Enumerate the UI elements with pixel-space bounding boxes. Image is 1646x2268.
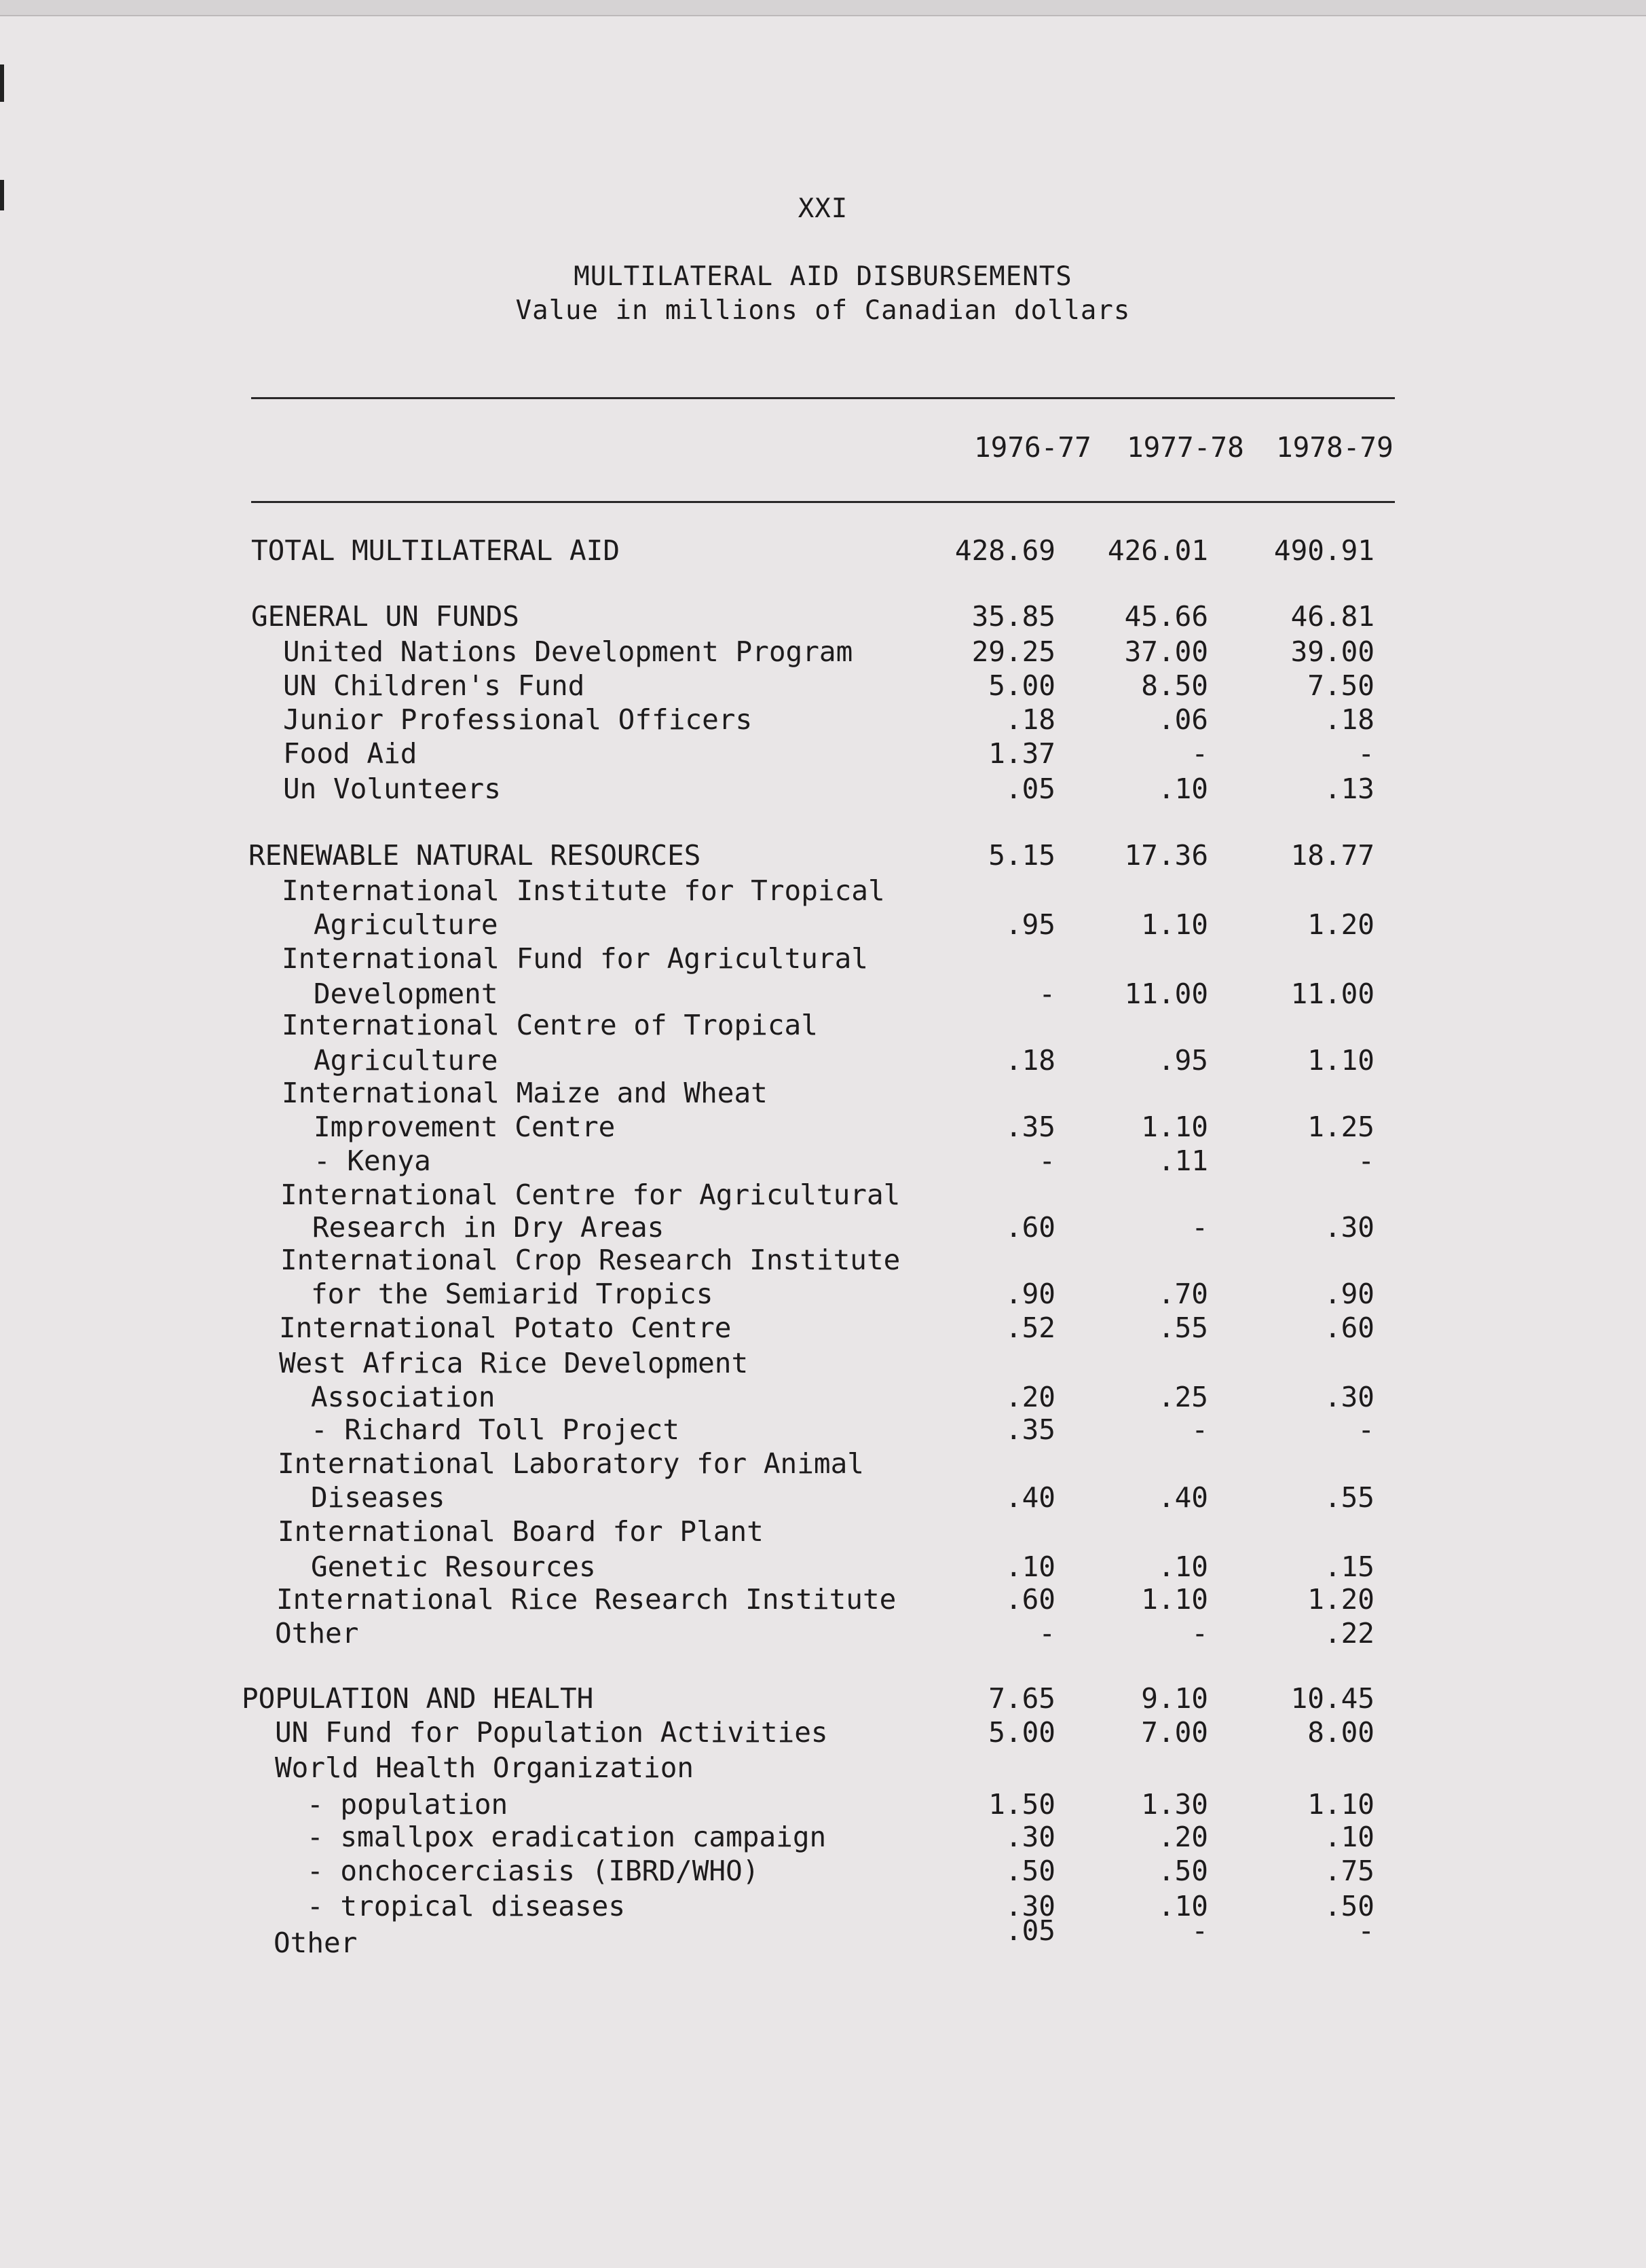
table-row bbox=[0, 1412, 1646, 1447]
table-row bbox=[0, 1177, 1646, 1212]
value-1977-78: 17.36 bbox=[1124, 839, 1208, 872]
value-1976-77: - bbox=[1039, 1617, 1055, 1650]
row-label: International Centre for Agricultural bbox=[280, 1178, 901, 1211]
row-label: Association bbox=[311, 1381, 495, 1413]
table-row bbox=[0, 873, 1646, 908]
table-row bbox=[0, 771, 1646, 806]
value-1977-78: - bbox=[1191, 1413, 1208, 1446]
table-row bbox=[0, 1715, 1646, 1750]
row-label: International Institute for Tropical bbox=[282, 874, 885, 907]
table-row bbox=[0, 1242, 1646, 1278]
row-label: Food Aid bbox=[283, 737, 417, 770]
value-1977-78: .11 bbox=[1157, 1145, 1208, 1177]
row-label: International Maize and Wheat bbox=[282, 1077, 768, 1109]
value-1977-78: .10 bbox=[1157, 773, 1208, 805]
header-rule-bottom bbox=[251, 501, 1395, 503]
value-1976-77: .60 bbox=[1005, 1211, 1055, 1244]
row-label: International Fund for Agricultural bbox=[282, 942, 868, 975]
row-label: TOTAL MULTILATERAL AID bbox=[251, 534, 620, 567]
row-label: Diseases bbox=[311, 1481, 445, 1514]
value-1976-77: .18 bbox=[1005, 1044, 1055, 1077]
table-title: MULTILATERAL AID DISBURSEMENTS bbox=[574, 261, 1072, 292]
value-1978-79: 46.81 bbox=[1290, 600, 1374, 633]
value-1977-78: - bbox=[1191, 737, 1208, 770]
table-row bbox=[0, 1750, 1646, 1785]
row-label: - population bbox=[307, 1788, 508, 1821]
value-1978-79: 10.45 bbox=[1290, 1682, 1374, 1715]
value-1978-79: 39.00 bbox=[1290, 635, 1374, 668]
value-1978-79: .60 bbox=[1324, 1312, 1374, 1344]
value-1976-77: .18 bbox=[1005, 703, 1055, 736]
table-subtitle: Value in millions of Canadian dollars bbox=[515, 295, 1131, 326]
value-1977-78: 1.10 bbox=[1141, 1583, 1208, 1616]
value-1978-79: .13 bbox=[1324, 773, 1374, 805]
row-label: International Rice Research Institute bbox=[276, 1583, 897, 1616]
value-1978-79: .50 bbox=[1324, 1890, 1374, 1922]
value-1976-77: 5.00 bbox=[988, 669, 1055, 702]
row-label: World Health Organization bbox=[275, 1751, 694, 1784]
row-label: Junior Professional Officers bbox=[283, 703, 753, 736]
row-label: - onchocerciasis (IBRD/WHO) bbox=[307, 1855, 760, 1887]
row-label: Improvement Centre bbox=[314, 1111, 616, 1143]
value-1978-79: 1.10 bbox=[1307, 1788, 1374, 1821]
page-number: XXI bbox=[798, 193, 848, 224]
value-1977-78: 8.50 bbox=[1141, 669, 1208, 702]
row-label: United Nations Development Program bbox=[283, 635, 853, 668]
value-1977-78: .70 bbox=[1157, 1278, 1208, 1310]
value-1976-77: 428.69 bbox=[954, 534, 1055, 567]
value-1978-79: 1.20 bbox=[1307, 1583, 1374, 1616]
value-1978-79: 1.10 bbox=[1307, 1044, 1374, 1077]
row-label: Other bbox=[274, 1927, 358, 1959]
table-row bbox=[0, 1143, 1646, 1178]
header-rule-top bbox=[251, 397, 1395, 399]
value-1977-78: 426.01 bbox=[1107, 534, 1208, 567]
table-row bbox=[0, 1889, 1646, 1924]
value-1977-78: .40 bbox=[1157, 1481, 1208, 1514]
table-row bbox=[0, 1210, 1646, 1245]
table-row bbox=[0, 1853, 1646, 1889]
table-row bbox=[0, 702, 1646, 737]
column-header: 1977-78 bbox=[1127, 431, 1244, 464]
table-row bbox=[0, 668, 1646, 703]
row-label: UN Children's Fund bbox=[283, 669, 585, 702]
value-1977-78: 11.00 bbox=[1124, 978, 1208, 1010]
table-row bbox=[0, 1379, 1646, 1415]
section-heading: GENERAL UN FUNDS bbox=[251, 600, 519, 633]
table-row bbox=[0, 976, 1646, 1011]
table-row bbox=[0, 1549, 1646, 1584]
table-row bbox=[0, 1310, 1646, 1345]
row-label: Other bbox=[275, 1617, 359, 1650]
value-1978-79: - bbox=[1358, 1914, 1374, 1947]
value-1976-77: .35 bbox=[1005, 1111, 1055, 1143]
table-row bbox=[0, 634, 1646, 669]
row-label: International Board for Plant bbox=[278, 1515, 764, 1548]
value-1976-77: - bbox=[1039, 1145, 1055, 1177]
row-label: - Richard Toll Project bbox=[311, 1413, 680, 1446]
scan-top-edge bbox=[0, 0, 1646, 16]
value-1977-78: - bbox=[1191, 1211, 1208, 1244]
table-row bbox=[0, 1345, 1646, 1381]
value-1978-79: 1.25 bbox=[1307, 1111, 1374, 1143]
table-row bbox=[0, 907, 1646, 942]
value-1976-77: .05 bbox=[1005, 773, 1055, 805]
value-1977-78: 37.00 bbox=[1124, 635, 1208, 668]
value-1978-79: - bbox=[1358, 1413, 1374, 1446]
value-1976-77: 1.50 bbox=[988, 1788, 1055, 1821]
value-1976-77: 5.15 bbox=[988, 839, 1055, 872]
value-1978-79: 7.50 bbox=[1307, 669, 1374, 702]
column-header: 1978-79 bbox=[1276, 431, 1394, 464]
value-1978-79: .90 bbox=[1324, 1278, 1374, 1310]
row-label: International Centre of Tropical bbox=[282, 1009, 818, 1041]
row-label: - smallpox eradication campaign bbox=[307, 1821, 827, 1853]
table-row bbox=[0, 1043, 1646, 1078]
value-1978-79: 11.00 bbox=[1290, 978, 1374, 1010]
row-label: UN Fund for Population Activities bbox=[275, 1716, 828, 1749]
value-1978-79: .18 bbox=[1324, 703, 1374, 736]
table-row bbox=[0, 1007, 1646, 1043]
value-1976-77: .52 bbox=[1005, 1312, 1055, 1344]
row-label: International Crop Research Institute bbox=[280, 1244, 901, 1276]
table-row bbox=[0, 1582, 1646, 1617]
table-row bbox=[0, 1075, 1646, 1111]
value-1978-79: .22 bbox=[1324, 1617, 1374, 1650]
row-label: International Laboratory for Animal bbox=[278, 1447, 864, 1480]
value-1978-79: .55 bbox=[1324, 1481, 1374, 1514]
table-row bbox=[0, 1446, 1646, 1481]
value-1977-78: .55 bbox=[1157, 1312, 1208, 1344]
value-1976-77: 1.37 bbox=[988, 737, 1055, 770]
value-1977-78: 9.10 bbox=[1141, 1682, 1208, 1715]
value-1976-77: .90 bbox=[1005, 1278, 1055, 1310]
row-label: Agriculture bbox=[314, 908, 498, 941]
row-label: Agriculture bbox=[314, 1044, 498, 1077]
value-1978-79: .30 bbox=[1324, 1211, 1374, 1244]
table-row bbox=[0, 599, 1646, 634]
value-1977-78: 45.66 bbox=[1124, 600, 1208, 633]
row-label: Genetic Resources bbox=[311, 1550, 596, 1583]
value-1977-78: .95 bbox=[1157, 1044, 1208, 1077]
row-label: - tropical diseases bbox=[307, 1890, 625, 1922]
table-row bbox=[0, 1681, 1646, 1716]
value-1976-77: .95 bbox=[1005, 908, 1055, 941]
section-heading: POPULATION AND HEALTH bbox=[242, 1682, 594, 1715]
table-row bbox=[0, 1109, 1646, 1145]
value-1977-78: .10 bbox=[1157, 1890, 1208, 1922]
value-1978-79: 1.20 bbox=[1307, 908, 1374, 941]
table-row bbox=[0, 1616, 1646, 1651]
value-1978-79: .10 bbox=[1324, 1821, 1374, 1853]
value-1977-78: 1.30 bbox=[1141, 1788, 1208, 1821]
table-row bbox=[0, 1276, 1646, 1312]
row-label: International Potato Centre bbox=[279, 1312, 732, 1344]
value-1976-77: .30 bbox=[1005, 1821, 1055, 1853]
value-1977-78: .25 bbox=[1157, 1381, 1208, 1413]
value-1976-77: 35.85 bbox=[971, 600, 1055, 633]
table-row bbox=[0, 1480, 1646, 1515]
value-1976-77: .40 bbox=[1005, 1481, 1055, 1514]
table-row bbox=[0, 1787, 1646, 1822]
value-1978-79: .75 bbox=[1324, 1855, 1374, 1887]
table-row bbox=[0, 736, 1646, 771]
row-label: West Africa Rice Development bbox=[279, 1347, 749, 1379]
table-row bbox=[0, 1914, 1646, 1960]
value-1977-78: .06 bbox=[1157, 703, 1208, 736]
section-heading: RENEWABLE NATURAL RESOURCES bbox=[248, 839, 701, 872]
row-label: - Kenya bbox=[314, 1145, 431, 1177]
value-1976-77: .20 bbox=[1005, 1381, 1055, 1413]
value-1977-78: - bbox=[1191, 1914, 1208, 1947]
value-1976-77: - bbox=[1039, 978, 1055, 1010]
value-1978-79: .30 bbox=[1324, 1381, 1374, 1413]
value-1976-77: .05 bbox=[1005, 1914, 1055, 1947]
value-1976-77: 5.00 bbox=[988, 1716, 1055, 1749]
row-label: Development bbox=[314, 978, 498, 1010]
value-1976-77: .35 bbox=[1005, 1413, 1055, 1446]
value-1978-79: .15 bbox=[1324, 1550, 1374, 1583]
value-1978-79: - bbox=[1358, 1145, 1374, 1177]
value-1978-79: 490.91 bbox=[1273, 534, 1374, 567]
value-1976-77: .60 bbox=[1005, 1583, 1055, 1616]
table-row bbox=[0, 1514, 1646, 1549]
value-1977-78: 7.00 bbox=[1141, 1716, 1208, 1749]
value-1977-78: .10 bbox=[1157, 1550, 1208, 1583]
table-row bbox=[0, 533, 1646, 568]
value-1976-77: 29.25 bbox=[971, 635, 1055, 668]
table-row bbox=[0, 1819, 1646, 1855]
value-1976-77: 7.65 bbox=[988, 1682, 1055, 1715]
value-1977-78: .20 bbox=[1157, 1821, 1208, 1853]
row-label: for the Semiarid Tropics bbox=[311, 1278, 713, 1310]
value-1977-78: 1.10 bbox=[1141, 908, 1208, 941]
value-1978-79: 18.77 bbox=[1290, 839, 1374, 872]
value-1976-77: .30 bbox=[1005, 1890, 1055, 1922]
column-header: 1976-77 bbox=[974, 431, 1091, 464]
binding-mark bbox=[0, 64, 4, 102]
value-1978-79: 8.00 bbox=[1307, 1716, 1374, 1749]
value-1977-78: - bbox=[1191, 1617, 1208, 1650]
value-1978-79: - bbox=[1358, 737, 1374, 770]
row-label: Research in Dry Areas bbox=[312, 1211, 665, 1244]
row-label: Un Volunteers bbox=[283, 773, 501, 805]
value-1977-78: .50 bbox=[1157, 1855, 1208, 1887]
value-1977-78: 1.10 bbox=[1141, 1111, 1208, 1143]
value-1976-77: .10 bbox=[1005, 1550, 1055, 1583]
table-row bbox=[0, 941, 1646, 976]
value-1976-77: .50 bbox=[1005, 1855, 1055, 1887]
table-row bbox=[0, 838, 1646, 873]
